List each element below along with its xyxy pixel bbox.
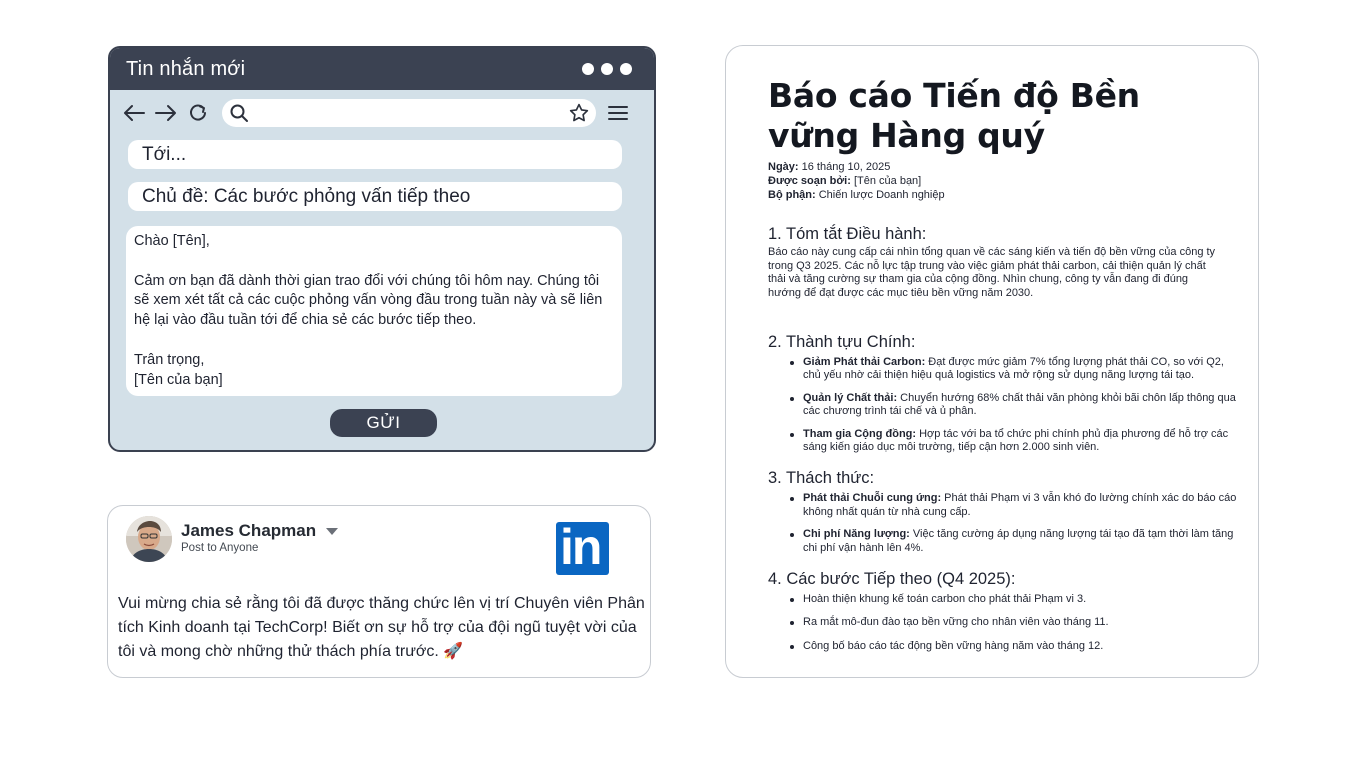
- email-greeting: Chào [Tên],: [134, 233, 210, 249]
- report-date: [768, 160, 1238, 174]
- item-text: Phát thải Phạm vi 3 vẫn khó đo lường chính xác do báo cáo không nhất quán từ nhà cung cấp.: [803, 492, 1237, 518]
- item-label: Giảm Phát thải Carbon:: [803, 356, 926, 368]
- to-field-placeholder: Tới...: [142, 143, 187, 165]
- list-item: Công bố báo cáo tác động bền vững hàng năm vào tháng 12.: [768, 640, 1243, 653]
- list-item: [768, 392, 1243, 419]
- item-label: Chi phí Năng lượng:: [803, 528, 910, 541]
- report-author: [768, 174, 1238, 188]
- next-steps-heading: 4. Các bước Tiếp theo (Q4 2025):: [768, 570, 1016, 589]
- list-item: Hoàn thiện khung kế toán carbon cho phát thải Phạm vi 3.: [768, 593, 1243, 606]
- subject-field[interactable]: [128, 182, 622, 211]
- email-closing: Trân trọng,: [134, 351, 205, 368]
- author-name[interactable]: [181, 521, 338, 541]
- dot-icon: [620, 63, 632, 75]
- report-department: [768, 188, 1238, 202]
- dot-icon: [601, 63, 613, 75]
- hamburger-menu-icon[interactable]: [606, 101, 630, 125]
- dept-value: Chiến lược Doanh nghiệp: [815, 189, 945, 201]
- item-text: Việc tăng cường áp dụng năng lượng tái tạo đã tạm thời làm tăng chi phí vận hành lên 4%.: [803, 528, 1234, 554]
- list-item: [768, 492, 1243, 519]
- email-window-title: Tin nhắn mới: [126, 57, 246, 80]
- email-toolbar: [110, 90, 654, 136]
- email-signature: [Tên của bạn]: [134, 371, 223, 388]
- chevron-down-icon[interactable]: [326, 528, 338, 535]
- summary-text: Báo cáo này cung cấp cái nhìn tổng quan về các sáng kiến và tiến độ bền vững của công ty trong Q3 2025. Các nỗ lực tập trung vào việc giảm phát thải carbon, cải thiện quản lý chất thải và tăng cường sự tham gia của cộng đồng. Nhìn chung, công ty vẫn đang đi đúng hướng để đạt được các mục tiêu bền vững năm 2030.: [768, 246, 1216, 299]
- item-label: Tham gia Cộng đồng:: [803, 427, 917, 440]
- address-bar[interactable]: [222, 99, 596, 127]
- challenges-list: [768, 492, 1238, 555]
- next-steps-list: [768, 593, 1238, 653]
- prepared-label: Được soạn bởi:: [768, 175, 851, 187]
- email-body-textarea[interactable]: [126, 226, 622, 396]
- more-options-icon[interactable]: [582, 63, 632, 75]
- to-field[interactable]: [128, 140, 622, 169]
- item-label: Quản lý Chất thải:: [803, 391, 898, 404]
- report-meta: [768, 160, 1238, 202]
- avatar[interactable]: [126, 516, 172, 562]
- linkedin-post-card: [107, 505, 651, 678]
- send-button[interactable]: GỬI: [330, 409, 437, 437]
- email-paragraph: Cảm ơn bạn đã dành thời gian trao đổi với chúng tôi hôm nay. Chúng tôi sẽ xem xét tất cả các cuộc phỏng vấn vòng đầu trong tuần này và sẽ liên hệ lại vào đầu tuần tới để chia sẻ các bước tiếp theo.: [134, 272, 603, 329]
- prepared-value: [Tên của bạn]: [850, 175, 922, 187]
- linkedin-logo-icon: [556, 519, 609, 575]
- report-document: [725, 45, 1259, 678]
- summary-heading: 1. Tóm tắt Điều hành:: [768, 225, 927, 243]
- search-icon[interactable]: [228, 102, 250, 124]
- list-item: Ra mắt mô-đun đào tạo bền vững cho nhân viên vào tháng 11.: [768, 616, 1243, 629]
- achievements-heading: 2. Thành tựu Chính:: [768, 333, 916, 351]
- item-text: Hợp tác với ba tổ chức phi chính phủ địa phương để hỗ trợ các sáng kiến giáo dục môi trường, tiếp cận hơn 2.000 sinh viên.: [803, 427, 1229, 454]
- item-text: Đạt được mức giảm 7% tổng lượng phát thải CO, so với Q2, chủ yếu nhờ cải thiện hiệu quả logistics và mở rộng sử dụng năng lượng tái tạo.: [803, 356, 1224, 382]
- forward-arrow-icon[interactable]: [154, 101, 178, 125]
- dot-icon: [582, 63, 594, 75]
- author-name-text: James Chapman: [181, 521, 317, 540]
- date-value: 16 tháng 10, 2025: [798, 161, 891, 173]
- subject-text: Chủ đề: Các bước phỏng vấn tiếp theo: [142, 185, 471, 207]
- date-label: Ngày:: [768, 161, 799, 173]
- achievements-list: [768, 356, 1238, 454]
- list-item: [768, 356, 1243, 383]
- post-audience[interactable]: Post to Anyone: [181, 542, 259, 554]
- post-text: Vui mừng chia sẻ rằng tôi đã được thăng chức lên vị trí Chuyên viên Phân tích Kinh doanh tại TechCorp! Biết ơn sự hỗ trợ của đội ngũ tuyệt vời của tôi và mong chờ những thử thách phía trước. 🚀: [118, 595, 645, 660]
- email-compose-window: [108, 46, 656, 452]
- item-label: Phát thải Chuỗi cung ứng:: [803, 492, 942, 505]
- list-item: [768, 428, 1243, 455]
- list-item: [768, 528, 1243, 555]
- linkedin-logo-text: in: [560, 519, 601, 575]
- dept-label: Bộ phận:: [768, 189, 816, 201]
- star-icon[interactable]: [568, 102, 590, 124]
- report-title: Báo cáo Tiến độ Bền vững Hàng quý: [768, 76, 1140, 155]
- reload-icon[interactable]: [186, 101, 210, 125]
- email-titlebar: [110, 48, 654, 90]
- item-text: Chuyển hướng 68% chất thải văn phòng khỏi bãi chôn lấp thông qua các chương trình tái chế và ủ phân.: [803, 391, 1236, 418]
- challenges-heading: 3. Thách thức:: [768, 469, 875, 488]
- back-arrow-icon[interactable]: [122, 101, 146, 125]
- email-closing-block: [134, 351, 614, 391]
